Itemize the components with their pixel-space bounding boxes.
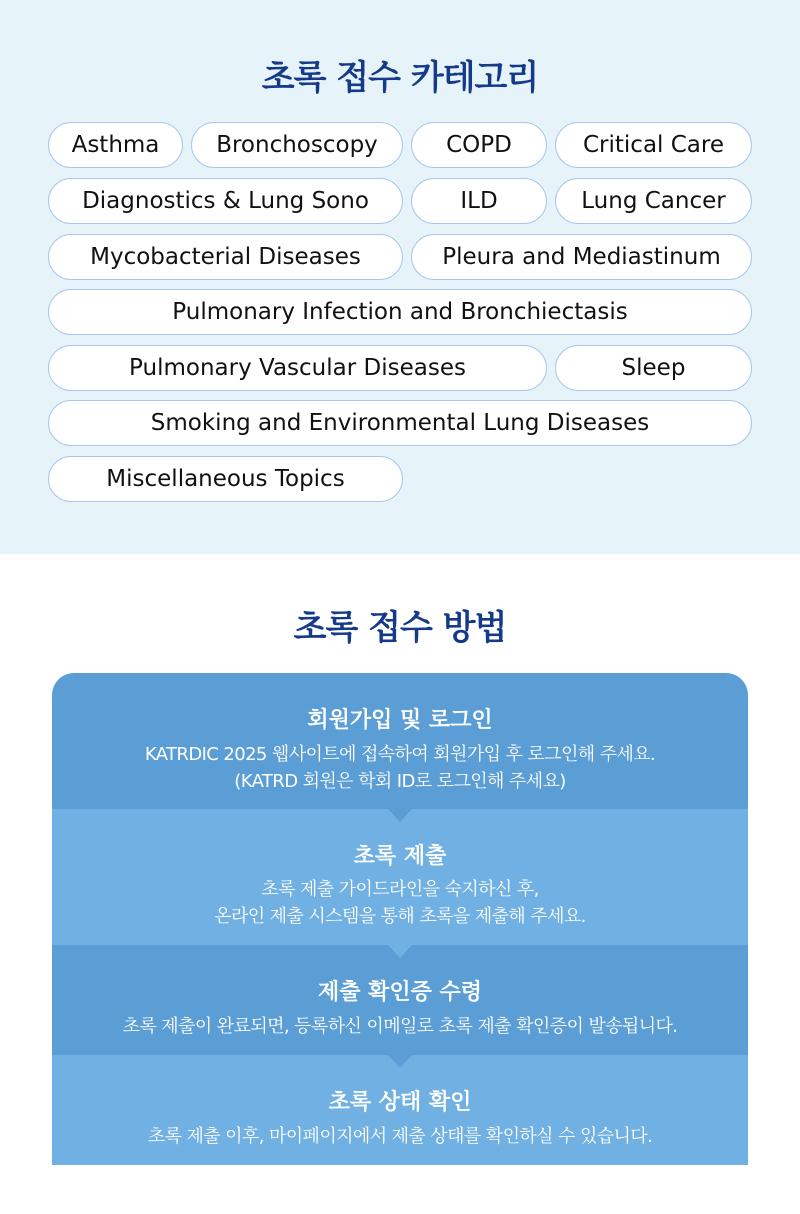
category-chip-copd: COPD	[411, 122, 547, 168]
category-chip-ild: ILD	[411, 178, 547, 224]
steps-panel	[52, 673, 748, 1165]
chip-row-7	[48, 456, 752, 502]
step-4-line-1: 초록 제출 이후, 마이페이지에서 제출 상태를 확인하실 수 있습니다.	[147, 1126, 653, 1147]
chip-row-4	[48, 289, 752, 335]
step-3	[52, 945, 748, 1055]
chip-row-3	[48, 234, 752, 280]
category-chip-pulmonary-vascular: Pulmonary Vascular Diseases	[48, 345, 547, 391]
step-1-line-2: (KATRD 회원은 학회 ID로 로그인해 주세요)	[234, 771, 566, 792]
chip-row-2	[48, 178, 752, 224]
step-4-heading: 초록 상태 확인	[328, 1090, 472, 1115]
category-chip-lung-cancer: Lung Cancer	[555, 178, 752, 224]
chip-row-6	[48, 400, 752, 446]
category-chip-diagnostics: Diagnostics & Lung Sono	[48, 178, 403, 224]
category-chip-mycobacterial: Mycobacterial Diseases	[48, 234, 403, 280]
step-2-line-1: 초록 제출 가이드라인을 숙지하신 후,	[261, 879, 539, 900]
step-1	[52, 673, 748, 809]
step-2-arrow-icon	[387, 944, 413, 958]
step-2	[52, 809, 748, 945]
step-1-heading: 회원가입 및 로그인	[307, 708, 493, 733]
category-chip-critical-care: Critical Care	[555, 122, 752, 168]
method-title: 초록 접수 방법	[293, 608, 507, 648]
category-chip-asthma: Asthma	[48, 122, 183, 168]
category-chip-smoking: Smoking and Environmental Lung Diseases	[48, 400, 752, 446]
category-chip-sleep: Sleep	[555, 345, 752, 391]
category-chip-pulmonary-infection: Pulmonary Infection and Bronchiectasis	[48, 289, 752, 335]
step-4	[52, 1055, 748, 1165]
category-chip-bronchoscopy: Bronchoscopy	[191, 122, 403, 168]
chip-row-5	[48, 345, 752, 391]
step-1-line-1: KATRDIC 2025 웹사이트에 접속하여 회원가입 후 로그인해 주세요.	[144, 744, 656, 765]
chip-row-1	[48, 122, 752, 168]
step-2-line-2: 온라인 제출 시스템을 통해 초록을 제출해 주세요.	[214, 906, 586, 927]
categories-section	[0, 0, 800, 554]
categories-title: 초록 접수 카테고리	[261, 58, 539, 98]
step-3-line-1: 초록 제출이 완료되면, 등록하신 이메일로 초록 제출 확인증이 발송됩니다.	[122, 1016, 678, 1037]
step-1-arrow-icon	[387, 808, 413, 822]
step-2-heading: 초록 제출	[353, 844, 447, 869]
step-3-heading: 제출 확인증 수령	[317, 980, 483, 1005]
step-3-arrow-icon	[387, 1054, 413, 1068]
category-chip-miscellaneous: Miscellaneous Topics	[48, 456, 403, 502]
category-chip-pleura: Pleura and Mediastinum	[411, 234, 752, 280]
